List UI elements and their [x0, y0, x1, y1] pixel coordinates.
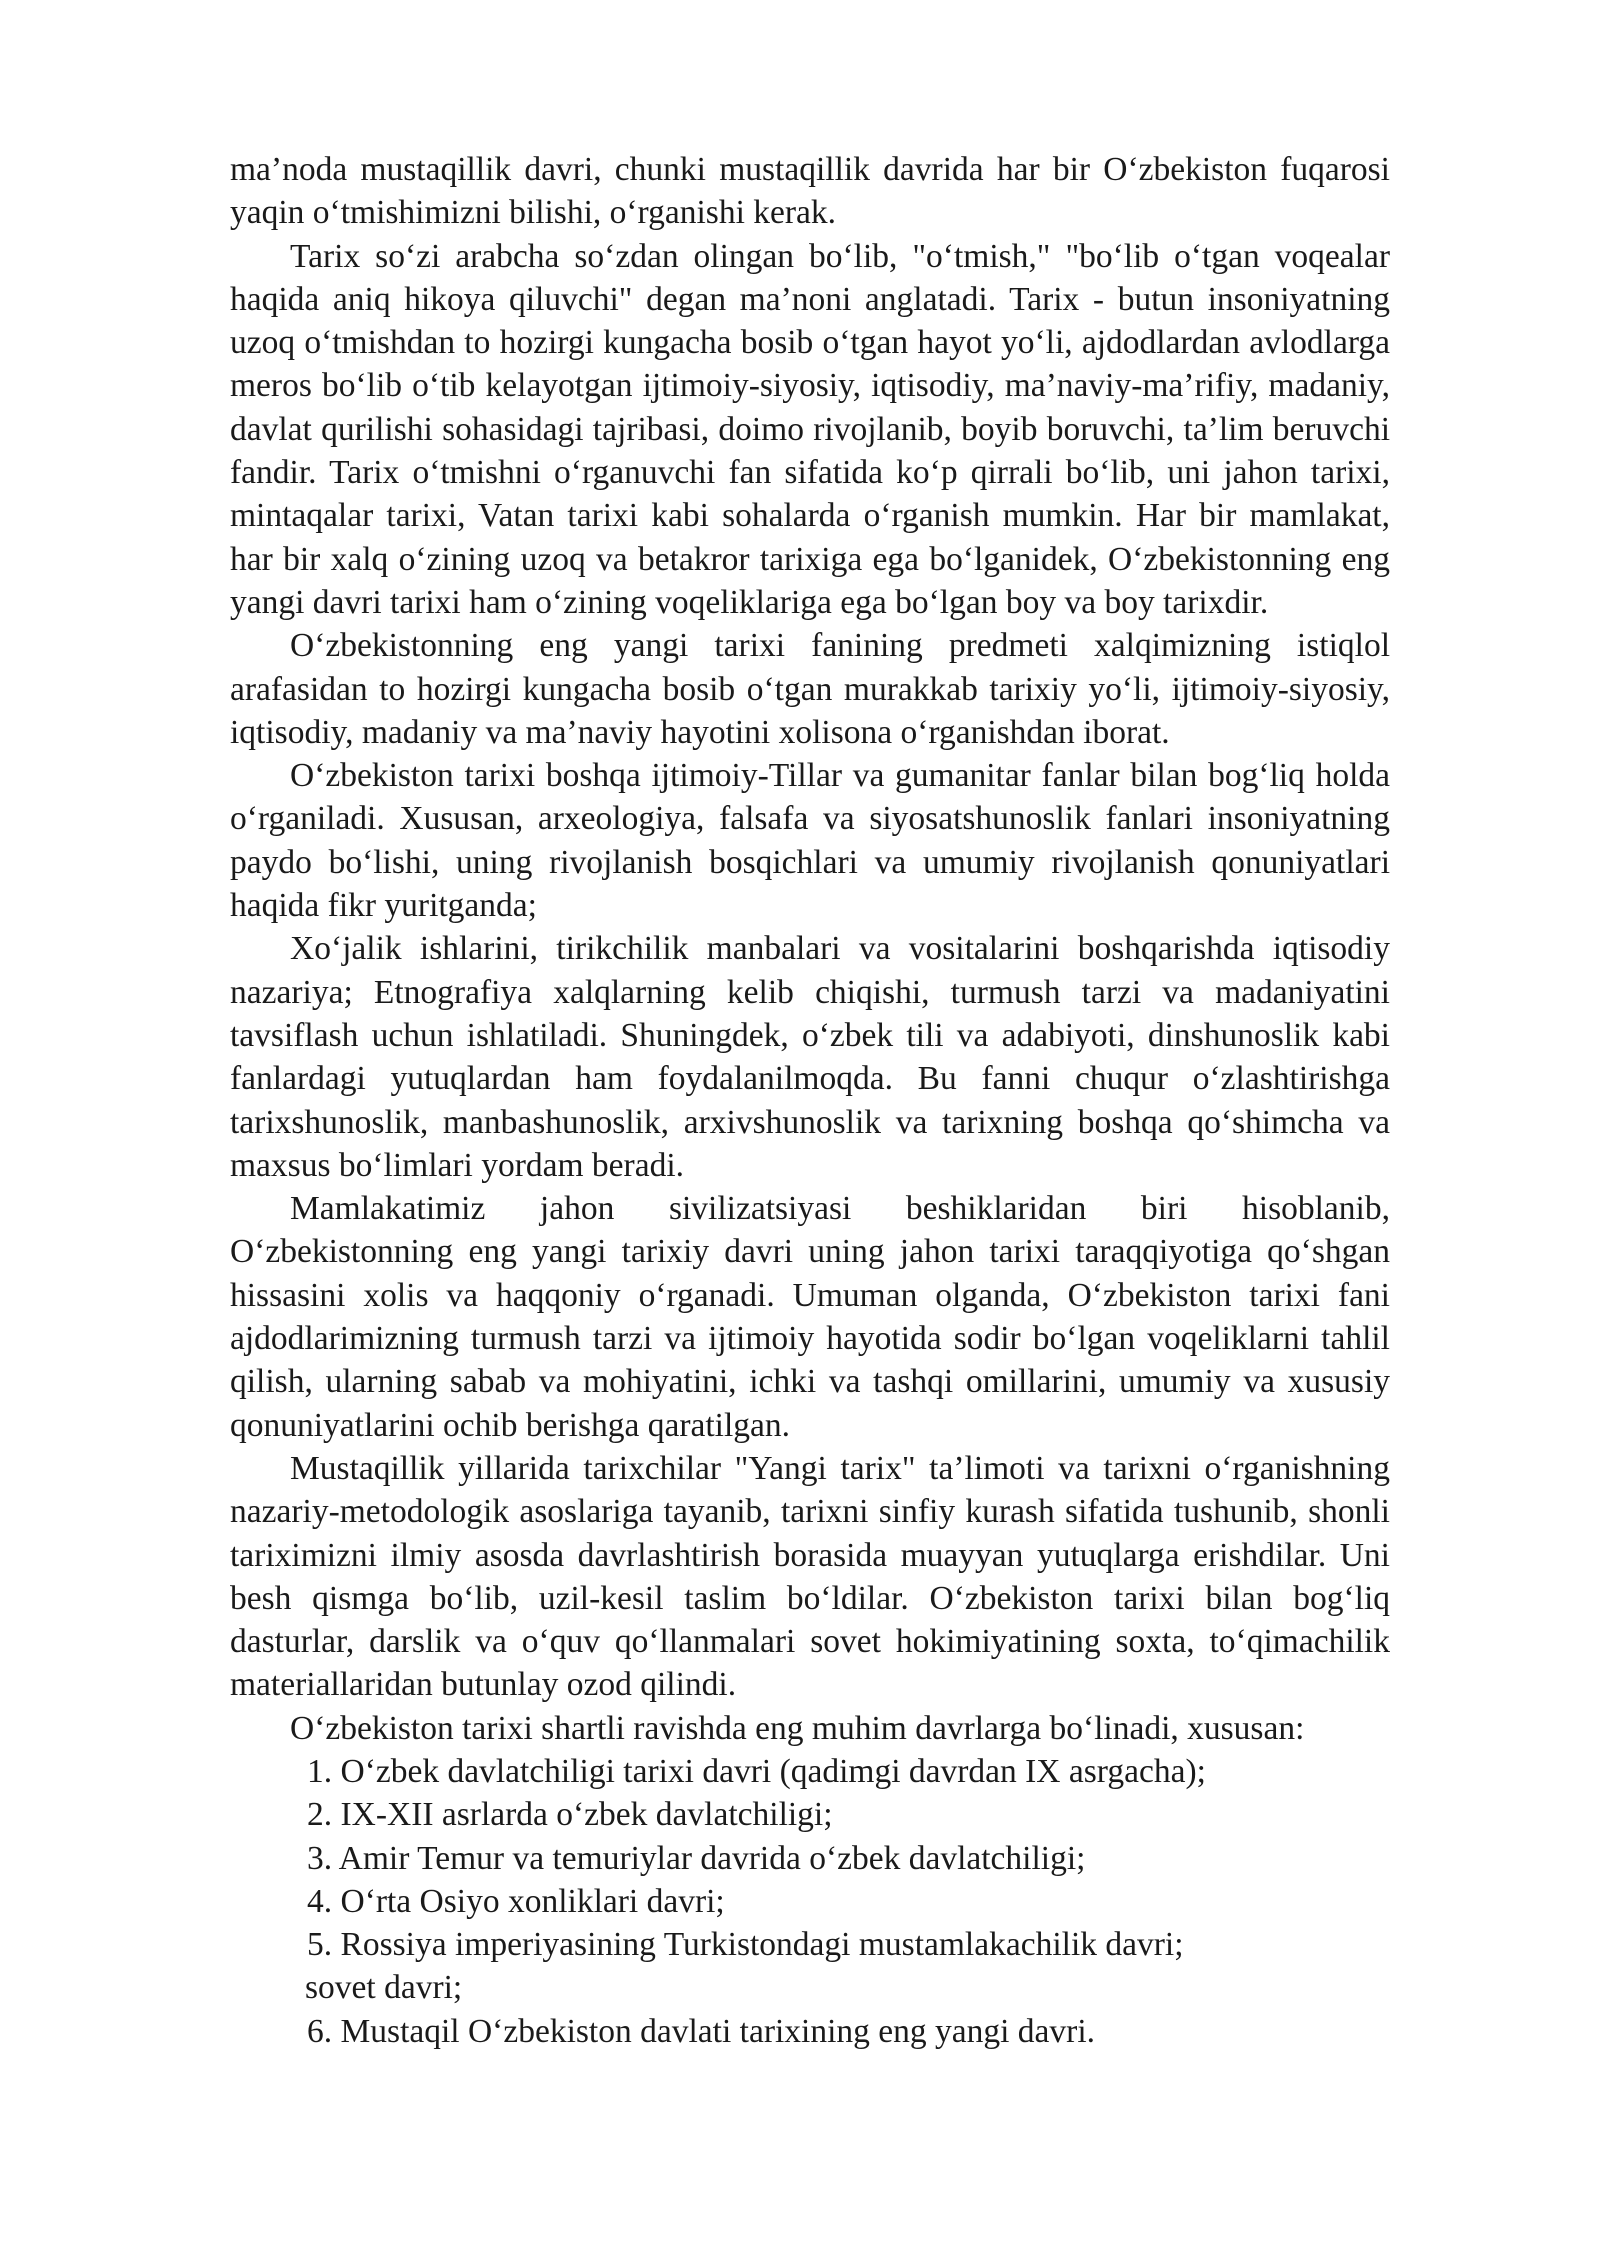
list-item: 6. Mustaqil O‘zbekiston davlati tarixining eng yangi davri. — [307, 2012, 1096, 2050]
list-item: 5. Rossiya imperiyasining Turkistondagi mustamlakachilik davri; — [307, 1926, 1184, 1964]
paragraph-periods-intro: O‘zbekiston tarixi shartli ravishda eng muhim davrlarga bo‘linadi, xususan: — [290, 1709, 1305, 1747]
list-item: 1. O‘zbek davlatchiligi tarixi davri (qadimgi davrdan IX asrgacha); — [307, 1752, 1206, 1790]
paragraph-related-sciences: O‘zbekiston tarixi boshqa ijtimoiy-Tillar va gumanitar fanlar bilan bog‘liq holda o‘rganiladi. Xususan, arxeologiya, falsafa va siyosatshunoslik fanlari insoniyatning paydo bo‘lishi, uning rivojlanish bosqichlari va umumiy rivojlanish qonuniyatlari haqida fikr yuritganda; — [230, 757, 1390, 925]
list-item: 2. IX-XII asrlarda o‘zbek davlatchiligi; — [307, 1796, 833, 1834]
paragraph-independence-years: Mustaqillik yillarida tarixchilar "Yangi tarix" ta’limoti va tarixni o‘rganishning nazariy-metodologik asoslariga tayanib, tarixni sinfiy kurash sifatida tushunib, shonli tariximizni ilmiy asosda davrlashtirish borasida muayyan yutuqlarga erishdilar. Uni besh qismga bo‘lib, uzil-kesil taslim bo‘ldilar. O‘zbekiston tarixi bilan bog‘liq dasturlar, darslik va o‘quv qo‘llanmalari sovet hokimiyatining soxta, to‘qimachilik materiallaridan butunlay ozod qilindi. — [230, 1449, 1390, 1704]
paragraph-subject: O‘zbekistonning eng yangi tarixi fanining predmeti xalqimizning istiqlol arafasidan to hozirgi kungacha bosib o‘tgan murakkab tarixiy yo‘li, ijtimoiy-siyosiy, iqtisodiy, madaniy va ma’naviy hayotini xolisona o‘rganishdan iborat. — [230, 627, 1390, 751]
paragraph-economy-ethnography: Xo‘jalik ishlarini, tirikchilik manbalari va vositalarini boshqarishda iqtisodiy nazariya; Etnografiya xalqlarning kelib chiqishi, turmush tarzi va madaniyatini tavsiflash uchun ishlatiladi. Shuningdek, o‘zbek tili va adabiyoti, dinshunoslik kabi fanlardagi yutuqlardan ham foydalanilmoqda. Bu fanni chuqur o‘zlashtirishga tarixshunoslik, manbashunoslik, arxivshunoslik va tarixning boshqa qo‘shimcha va maxsus bo‘limlari yordam beradi. — [230, 930, 1390, 1184]
paragraph-continuation: ma’noda mustaqillik davri, chunki mustaqillik davrida har bir O‘zbekiston fuqarosi yaqin o‘tmishimizni bilishi, o‘rganishi kerak. — [230, 151, 1390, 232]
list-item-continuation: sovet davri; — [305, 1969, 463, 2007]
paragraph-tarix-definition: Tarix so‘zi arabcha so‘zdan olingan bo‘lib, "o‘tmish," "bo‘lib o‘tgan voqealar haqida aniq hikoya qiluvchi" degan ma’noni anglatadi. Tarix - butun insoniyatning uzoq o‘tmishdan to hozirgi kungacha bosib o‘tgan hayot yo‘li, ajdodlardan avlodlarga meros bo‘lib o‘tib kelayotgan ijtimoiy-siyosiy, iqtisodiy, ma’naviy-ma’rifiy, madaniy, davlat qurilishi sohasidagi tajribasi, doimo rivojlanib, boyib boruvchi, ta’lim beruvchi fandir. Tarix o‘tmishni o‘rganuvchi fan sifatida ko‘p qirrali bo‘lib, uni jahon tarixi, mintaqalar tarixi, Vatan tarixi kabi sohalarda o‘rganish mumkin. Har bir mamlakat, har bir xalq o‘zining uzoq va betakror tarixiga ega bo‘lganidek, O‘zbekistonning eng yangi davri tarixi ham o‘zining voqeliklariga ega bo‘lgan boy va boy tarixdir. — [230, 237, 1390, 621]
list-item: 3. Amir Temur va temuriylar davrida o‘zbek davlatchiligi; — [307, 1839, 1086, 1877]
list-item: 4. O‘rta Osiyo xonliklari davri; — [307, 1882, 725, 1920]
document-page — [230, 148, 1390, 2053]
periods-list — [230, 1750, 1390, 2053]
paragraph-civilization: Mamlakatimiz jahon sivilizatsiyasi beshiklaridan biri hisoblanib, O‘zbekistonning eng yangi tarixiy davri uning jahon tarixi taraqqiyotiga qo‘shgan hissasini xolis va haqqoniy o‘rganadi. Umuman olganda, O‘zbekiston tarixi fani ajdodlarimizning turmush tarzi va ijtimoiy hayotida sodir bo‘lgan voqeliklarni tahlil qilish, ularning sabab va mohiyatini, ichki va tashqi omillarini, umumiy va xususiy qonuniyatlarini ochib berishga qaratilgan. — [230, 1190, 1390, 1444]
